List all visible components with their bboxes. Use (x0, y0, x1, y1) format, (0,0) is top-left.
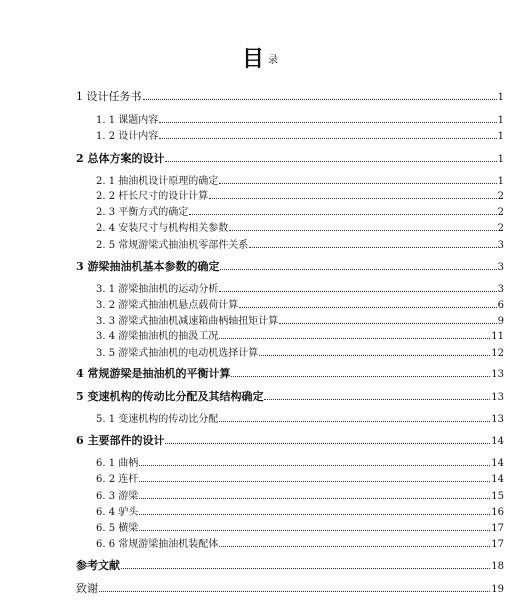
toc-entry[interactable] (76, 150, 504, 166)
toc-entry-page: 16 (491, 507, 504, 518)
toc-entry-page: 13 (491, 414, 504, 425)
toc-entry[interactable] (96, 280, 504, 296)
toc-entry-page: 13 (491, 369, 504, 380)
toc-entry-page: 17 (491, 539, 504, 550)
toc-entry-page: 14 (491, 458, 504, 469)
toc-entry-page: 2 (497, 223, 504, 234)
toc-entry-page: 1 (497, 92, 504, 103)
toc-entry-label: 3. 5 游梁式抽油机的电动机选择计算 (96, 348, 259, 359)
toc-entry[interactable] (96, 519, 504, 535)
toc-dot-leader (159, 111, 496, 123)
toc-entry-label: 3. 4 游梁抽油机的抽汲工况 (96, 331, 219, 342)
toc-entry-label: 5. 1 变速机构的传动比分配 (96, 414, 219, 425)
toc-entry[interactable] (96, 454, 504, 470)
toc-entry-label: 6. 3 游梁 (96, 491, 139, 502)
toc-entry-label: 6. 6 常规游梁抽油机装配体 (96, 539, 219, 550)
toc-entry-label: 3. 3 游梁式抽油机减速箱曲柄轴扭矩计算 (96, 316, 279, 327)
toc-entry-label: 5 变速机构的传动比分配及其结构确定 (76, 390, 264, 403)
toc-entry[interactable] (96, 312, 504, 328)
toc-entry-page: 6 (497, 300, 504, 311)
toc-dot-leader (189, 203, 496, 215)
toc-entry-label: 2. 1 抽油机设计原理的确定 (96, 176, 219, 187)
toc-entry-page: 1 (497, 131, 504, 142)
toc-dot-leader (220, 258, 496, 270)
toc-dot-leader (231, 365, 490, 377)
toc-entry-label: 3. 2 游梁式抽油机悬点载荷计算 (96, 300, 239, 311)
toc-entry-label: 2. 2 杆长尺寸的设计计算 (96, 191, 209, 202)
toc-entry[interactable] (96, 203, 504, 219)
toc-dot-leader (229, 219, 496, 231)
toc-entry-label: 参考文献 (76, 559, 120, 572)
toc-entry[interactable] (76, 365, 504, 381)
toc-entry-label: 2. 3 平衡方式的确定 (96, 207, 189, 218)
toc-entry-label: 3. 1 游梁抽油机的运动分析 (96, 284, 219, 295)
toc-entry-page: 1 (497, 176, 504, 187)
toc-entry[interactable] (76, 580, 504, 596)
toc-entry[interactable] (96, 111, 504, 127)
toc-entry-label: 1. 1 课题内容 (96, 115, 159, 126)
toc-dot-leader (219, 280, 496, 292)
toc-entry-page: 17 (491, 523, 504, 534)
toc-entry[interactable] (96, 535, 504, 551)
toc-dot-leader (143, 88, 497, 100)
toc-dot-leader (259, 344, 490, 356)
toc-entry-page: 12 (491, 348, 504, 359)
toc-entry-label: 3 游梁抽油机基本参数的确定 (76, 260, 220, 273)
page-title (0, 44, 520, 76)
toc-entry-label: 2. 5 常规游梁式抽油机零部件关系 (96, 240, 249, 251)
toc-entry-page: 2 (497, 191, 504, 202)
toc-entry-page: 1 (497, 154, 504, 165)
toc-entry[interactable] (76, 258, 504, 274)
toc-entry-page: 3 (497, 284, 504, 295)
toc-entry[interactable] (96, 344, 504, 360)
toc-dot-leader (99, 580, 490, 592)
toc-entry[interactable] (96, 327, 504, 343)
toc-entry-page: 13 (491, 392, 504, 403)
toc-dot-leader (219, 410, 490, 422)
toc-entry[interactable] (96, 470, 504, 486)
toc-entry-label: 4 常规游梁是抽油机的平衡计算 (76, 367, 231, 380)
toc-dot-leader (139, 454, 490, 466)
toc-dot-leader (209, 187, 496, 199)
toc-entry-label: 1. 2 设计内容 (96, 131, 159, 142)
toc-dot-leader (159, 127, 496, 139)
title-suffix: 录 (268, 55, 278, 66)
toc-entry[interactable] (96, 487, 504, 503)
toc-entry-page: 1 (497, 115, 504, 126)
toc-dot-leader (219, 172, 496, 184)
toc-dot-leader (165, 150, 496, 162)
toc-entry-page: 19 (491, 584, 504, 595)
toc-entry[interactable] (96, 410, 504, 426)
toc-dot-leader (219, 327, 490, 339)
toc-entry-page: 3 (497, 262, 504, 273)
toc-entry[interactable] (76, 388, 504, 404)
toc-dot-leader (239, 296, 496, 308)
toc-entry-page: 11 (491, 331, 504, 342)
toc-entry[interactable] (76, 557, 504, 573)
toc-entry-page: 15 (491, 491, 504, 502)
toc-dot-leader (121, 557, 490, 569)
toc-entry[interactable] (96, 503, 504, 519)
toc-entry-page: 2 (497, 207, 504, 218)
toc-entry[interactable] (96, 172, 504, 188)
toc-entry[interactable] (96, 236, 504, 252)
toc-entry[interactable] (76, 88, 504, 104)
toc-entry-page: 3 (497, 240, 504, 251)
toc-entry-label: 6 主要部件的设计 (76, 434, 165, 447)
toc-entry-page: 14 (491, 474, 504, 485)
toc-dot-leader (139, 519, 490, 531)
toc-dot-leader (139, 503, 490, 515)
toc-entry[interactable] (76, 432, 504, 448)
toc-entry-page: 18 (491, 561, 504, 572)
toc-entry-label: 致谢 (76, 582, 98, 595)
toc-dot-leader (165, 432, 490, 444)
toc-dot-leader (139, 470, 490, 482)
toc-entry-page: 9 (497, 316, 504, 327)
toc-dot-leader (219, 535, 490, 547)
toc-entry-label: 6. 1 曲柄 (96, 458, 139, 469)
toc-entry-label: 2 总体方案的设计 (76, 152, 165, 165)
toc-entry[interactable] (96, 127, 504, 143)
toc-entry-label: 6. 4 驴头 (96, 507, 139, 518)
toc-dot-leader (249, 236, 496, 248)
toc-entry-label: 1 设计任务书 (76, 90, 142, 103)
toc-dot-leader (264, 388, 490, 400)
toc-entry[interactable] (96, 219, 504, 235)
toc-entry-label: 2. 4 安装尺寸与机构相关参数 (96, 223, 229, 234)
toc-entry-page: 14 (491, 436, 504, 447)
toc-entry-label: 6. 5 横梁 (96, 523, 139, 534)
title-main: 目 (241, 46, 264, 72)
toc-entry[interactable] (96, 187, 504, 203)
toc-dot-leader (279, 312, 496, 324)
toc-dot-leader (139, 487, 490, 499)
toc-entry[interactable] (96, 296, 504, 312)
toc-entry-label: 6. 2 连杆 (96, 474, 139, 485)
